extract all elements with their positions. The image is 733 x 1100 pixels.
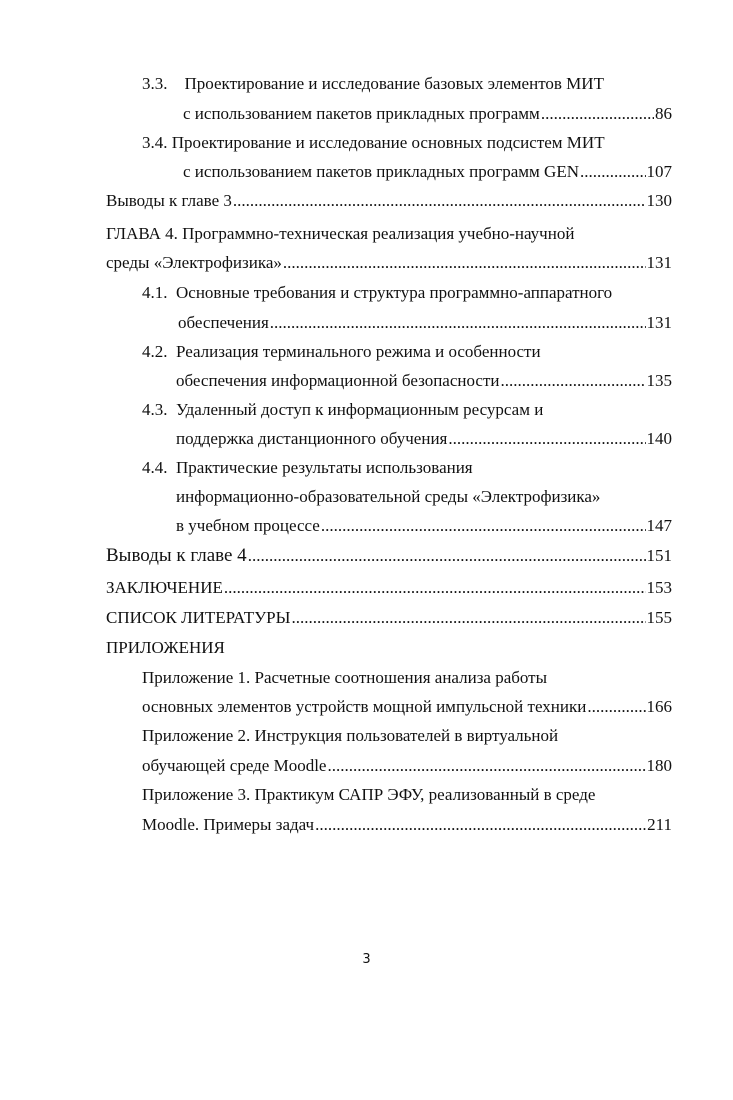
toc-conclusions-ch3-title: Выводы к главе 3 bbox=[106, 191, 232, 210]
toc-leader-dots bbox=[233, 189, 646, 213]
toc-conclusions-ch4-page: 151 bbox=[646, 546, 672, 565]
toc-entry-conclusion bbox=[106, 576, 672, 600]
toc-3-3-title-line2: с использованием пакетов прикладных программ bbox=[183, 104, 540, 123]
toc-entry-4-1 bbox=[178, 311, 672, 335]
toc-appendix-2-title-line2: обучающей среде Moodle bbox=[142, 756, 327, 775]
toc-appendix-1-title-line1: Приложение 1. Расчетные соотношения анализа работы bbox=[142, 668, 548, 687]
toc-conclusions-ch3-page: 130 bbox=[646, 191, 672, 210]
toc-entry-conclusions-ch4 bbox=[106, 544, 672, 568]
toc-leader-dots bbox=[291, 606, 645, 630]
toc-literature-title: СПИСОК ЛИТЕРАТУРЫ bbox=[106, 608, 291, 627]
page-number: 3 bbox=[362, 952, 371, 967]
toc-4-2-title-line2: обеспечения информационной безопасности bbox=[176, 371, 500, 390]
toc-4-2-page: 135 bbox=[646, 371, 672, 390]
toc-3-3-page: 86 bbox=[655, 104, 672, 123]
toc-leader-dots bbox=[448, 427, 645, 451]
toc-4-1-title-line1: 4.1. Основные требования и структура программно-аппаратного bbox=[142, 283, 613, 302]
toc-entry-appendix-1 bbox=[142, 695, 672, 719]
toc-entry-4-4 bbox=[176, 514, 672, 538]
toc-leader-dots bbox=[321, 514, 646, 538]
toc-appendix-2-page: 180 bbox=[646, 756, 672, 775]
toc-appendix-2-title-line1: Приложение 2. Инструкция пользователей в виртуальной bbox=[142, 726, 559, 745]
toc-appendix-3-title-line1: Приложение 3. Практикум САПР ЭФУ, реализованный в среде bbox=[142, 785, 596, 804]
toc-literature-page: 155 bbox=[646, 608, 672, 627]
toc-chapter-4-title-line1: ГЛАВА 4. Программно-техническая реализация учебно-научной bbox=[106, 224, 575, 243]
toc-4-4-title-line3: в учебном процессе bbox=[176, 516, 320, 535]
toc-leader-dots bbox=[224, 576, 646, 600]
toc-leader-dots bbox=[248, 544, 646, 568]
toc-leader-dots bbox=[283, 251, 646, 275]
toc-4-3-title-line2: поддержка дистанционного обучения bbox=[176, 429, 448, 448]
toc-entry-literature bbox=[106, 606, 672, 630]
toc-3-4-title-line2: с использованием пакетов прикладных программ GEN bbox=[183, 162, 579, 181]
toc-3-3-title-line1: 3.3. Проектирование и исследование базовых элементов МИТ bbox=[142, 74, 604, 93]
toc-entry-4-3 bbox=[176, 427, 672, 451]
toc-entry-chapter-4 bbox=[106, 251, 672, 275]
toc-leader-dots bbox=[580, 160, 646, 184]
toc-appendix-3-title-line2: Moodle. Примеры задач bbox=[142, 815, 315, 834]
toc-conclusions-ch4-title: Выводы к главе 4 bbox=[106, 545, 247, 566]
toc-4-2-title-line1: 4.2. Реализация терминального режима и особенности bbox=[142, 342, 541, 361]
toc-4-4-title-line1: 4.4. Практические результаты использования bbox=[142, 458, 473, 477]
toc-leader-dots bbox=[315, 813, 646, 837]
toc-conclusion-page: 153 bbox=[646, 578, 672, 597]
toc-4-4-title-line2: информационно-образовательной среды «Электрофизика» bbox=[176, 487, 601, 506]
toc-3-4-page: 107 bbox=[646, 162, 672, 181]
toc-appendix-1-page: 166 bbox=[646, 697, 672, 716]
toc-4-4-page: 147 bbox=[646, 516, 672, 535]
toc-entry-appendix-3 bbox=[142, 813, 672, 837]
toc-entry-4-2 bbox=[176, 369, 672, 393]
toc-leader-dots bbox=[541, 102, 654, 126]
toc-conclusion-title: ЗАКЛЮЧЕНИЕ bbox=[106, 578, 223, 597]
toc-appendices-heading: ПРИЛОЖЕНИЯ bbox=[106, 638, 225, 657]
toc-appendix-1-title-line2: основных элементов устройств мощной импульсной техники bbox=[142, 697, 587, 716]
toc-appendix-3-page: 211 bbox=[647, 815, 672, 834]
toc-leader-dots bbox=[587, 695, 645, 719]
toc-leader-dots bbox=[270, 311, 646, 335]
toc-4-3-title-line1: 4.3. Удаленный доступ к информационным ресурсам и bbox=[142, 400, 544, 419]
toc-entry-appendix-2 bbox=[142, 754, 672, 778]
toc-3-4-title-line1: 3.4. Проектирование и исследование основных подсистем МИТ bbox=[142, 133, 605, 152]
toc-4-1-title-line2: обеспечения bbox=[178, 313, 269, 332]
toc-leader-dots bbox=[327, 754, 645, 778]
toc-leader-dots bbox=[500, 369, 645, 393]
toc-entry-3-3 bbox=[183, 102, 672, 126]
toc-4-3-page: 140 bbox=[646, 429, 672, 448]
toc-chapter-4-page: 131 bbox=[646, 253, 672, 272]
toc-entry-conclusions-ch3 bbox=[106, 189, 672, 213]
toc-4-1-page: 131 bbox=[646, 313, 672, 332]
toc-chapter-4-title-line2: среды «Электрофизика» bbox=[106, 253, 282, 272]
toc-entry-3-4 bbox=[183, 160, 672, 184]
